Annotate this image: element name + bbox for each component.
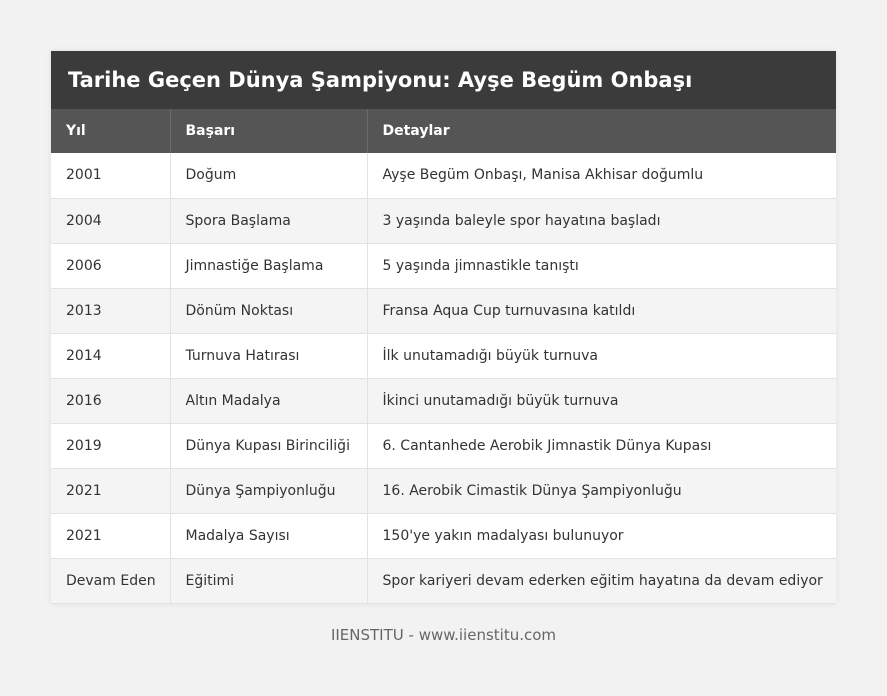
cell-year: 2016 (51, 378, 170, 423)
header-year: Yıl (51, 109, 170, 153)
table-row (51, 153, 836, 198)
table-row (51, 423, 836, 468)
cell-achievement: Turnuva Hatırası (170, 333, 367, 378)
cell-year: 2014 (51, 333, 170, 378)
cell-achievement: Altın Madalya (170, 378, 367, 423)
timeline-card (51, 51, 836, 604)
table-row (51, 558, 836, 603)
table-row (51, 513, 836, 558)
cell-achievement: Doğum (170, 153, 367, 198)
cell-details: Ayşe Begüm Onbaşı, Manisa Akhisar doğumlu (367, 153, 836, 198)
cell-achievement: Jimnastiğe Başlama (170, 243, 367, 288)
cell-year: 2006 (51, 243, 170, 288)
table-row (51, 243, 836, 288)
header-details: Detaylar (367, 109, 836, 153)
cell-details: 150'ye yakın madalyası bulunuyor (367, 513, 836, 558)
table-row (51, 468, 836, 513)
cell-details: 5 yaşında jimnastikle tanıştı (367, 243, 836, 288)
cell-details: 3 yaşında baleyle spor hayatına başladı (367, 198, 836, 243)
cell-achievement: Dönüm Noktası (170, 288, 367, 333)
table-row (51, 198, 836, 243)
table-row (51, 333, 836, 378)
table-title: Tarihe Geçen Dünya Şampiyonu: Ayşe Begüm Onbaşı (51, 51, 836, 109)
header-achievement: Başarı (170, 109, 367, 153)
cell-achievement: Spora Başlama (170, 198, 367, 243)
footer-credit: IIENSTITU - www.iienstitu.com (330, 626, 557, 644)
table-row (51, 378, 836, 423)
cell-year: 2019 (51, 423, 170, 468)
timeline-table (51, 109, 836, 604)
cell-year: 2021 (51, 513, 170, 558)
cell-details: 16. Aerobik Cimastik Dünya Şampiyonluğu (367, 468, 836, 513)
cell-achievement: Dünya Şampiyonluğu (170, 468, 367, 513)
cell-year: 2013 (51, 288, 170, 333)
cell-details: Spor kariyeri devam ederken eğitim hayatına da devam ediyor (367, 558, 836, 603)
table-row (51, 288, 836, 333)
cell-achievement: Dünya Kupası Birinciliği (170, 423, 367, 468)
cell-year: 2021 (51, 468, 170, 513)
cell-year: Devam Eden (51, 558, 170, 603)
cell-details: 6. Cantanhede Aerobik Jimnastik Dünya Kupası (367, 423, 836, 468)
cell-year: 2004 (51, 198, 170, 243)
cell-details: Fransa Aqua Cup turnuvasına katıldı (367, 288, 836, 333)
header-row (51, 109, 836, 153)
cell-details: İlk unutamadığı büyük turnuva (367, 333, 836, 378)
cell-year: 2001 (51, 153, 170, 198)
cell-achievement: Madalya Sayısı (170, 513, 367, 558)
cell-achievement: Eğitimi (170, 558, 367, 603)
cell-details: İkinci unutamadığı büyük turnuva (367, 378, 836, 423)
